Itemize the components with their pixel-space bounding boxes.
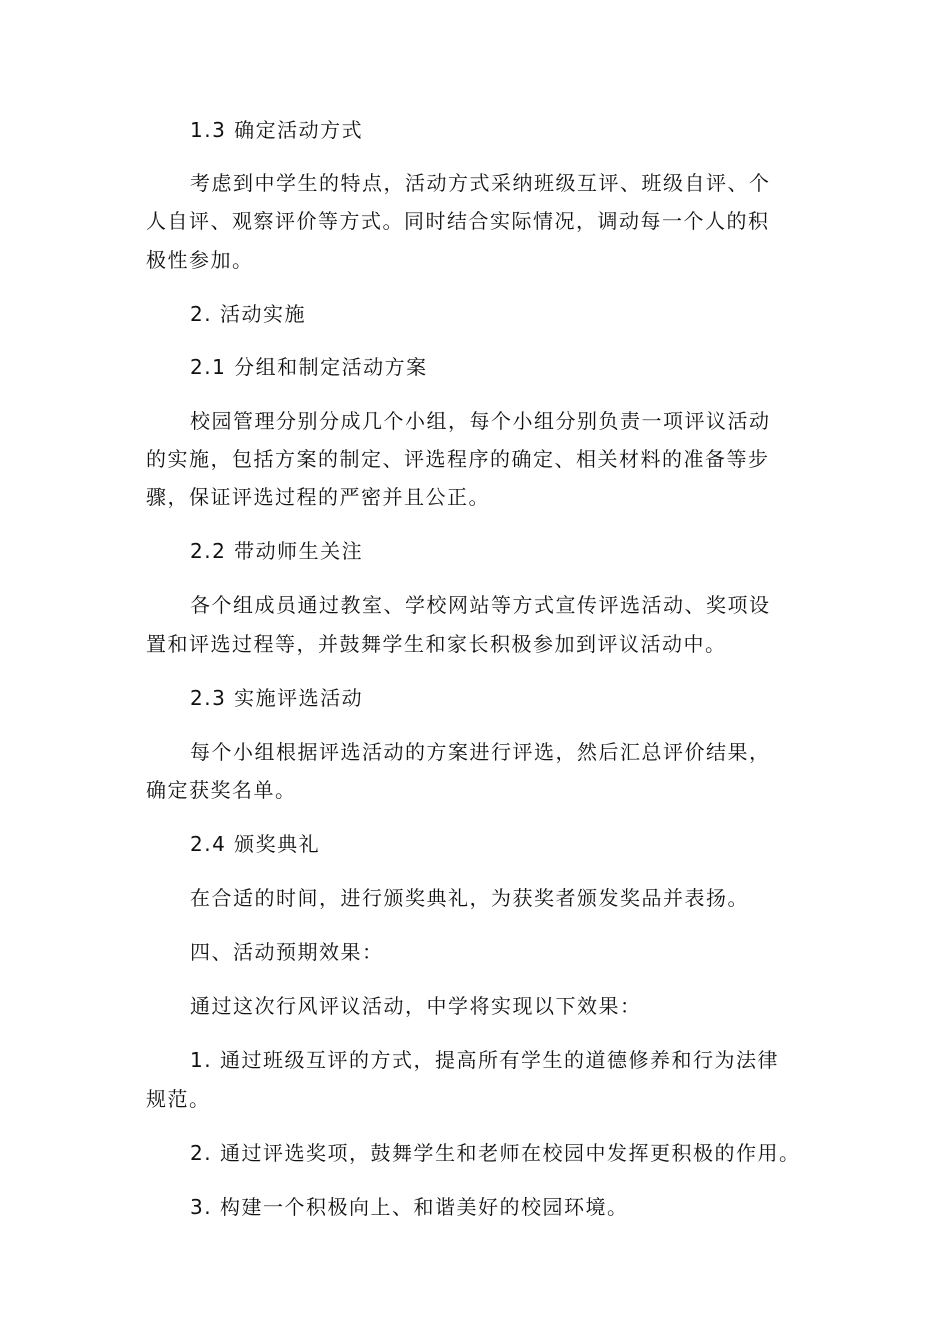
paragraph-line: 极性参加。 [146,248,254,272]
list-item: 1. 通过班级互评的方式，提高所有学生的道德修养和行为法律 [190,1048,779,1072]
section-heading: 1.3 确定活动方式 [190,118,364,142]
paragraph-line: 在合适的时间，进行颁奖典礼，为获奖者颁发奖品并表扬。 [190,886,749,910]
paragraph-line: 确定获奖名单。 [146,778,297,802]
paragraph-line: 骤，保证评选过程的严密并且公正。 [146,485,490,509]
paragraph-line: 的实施，包括方案的制定、评选程序的确定、相关材料的准备等步 [146,447,770,471]
section-heading: 2. 活动实施 [190,302,306,326]
paragraph-line: 人自评、观察评价等方式。同时结合实际情况，调动每一个人的积 [146,209,770,233]
list-item: 2. 通过评选奖项，鼓舞学生和老师在校园中发挥更积极的作用。 [190,1141,801,1165]
section-heading: 2.3 实施评选活动 [190,686,364,710]
section-heading: 2.1 分组和制定活动方案 [190,355,428,379]
section-heading: 2.2 带动师生关注 [190,539,364,563]
paragraph-line: 通过这次行风评议活动，中学将实现以下效果： [190,994,642,1018]
paragraph-line: 校园管理分别分成几个小组，每个小组分别负责一项评议活动 [190,409,771,433]
paragraph-line: 置和评选过程等，并鼓舞学生和家长积极参加到评议活动中。 [146,632,727,656]
paragraph-line: 考虑到中学生的特点，活动方式采纳班级互评、班级自评、个 [190,171,771,195]
paragraph-line: 各个组成员通过教室、学校网站等方式宣传评选活动、奖项设 [190,593,771,617]
section-heading: 2.4 颁奖典礼 [190,832,321,856]
list-item-continuation: 规范。 [146,1087,211,1111]
paragraph-line: 每个小组根据评选活动的方案进行评选，然后汇总评价结果， [190,740,771,764]
list-item: 3. 构建一个积极向上、和谐美好的校园环境。 [190,1195,629,1219]
section-heading: 四、活动预期效果： [190,940,384,964]
